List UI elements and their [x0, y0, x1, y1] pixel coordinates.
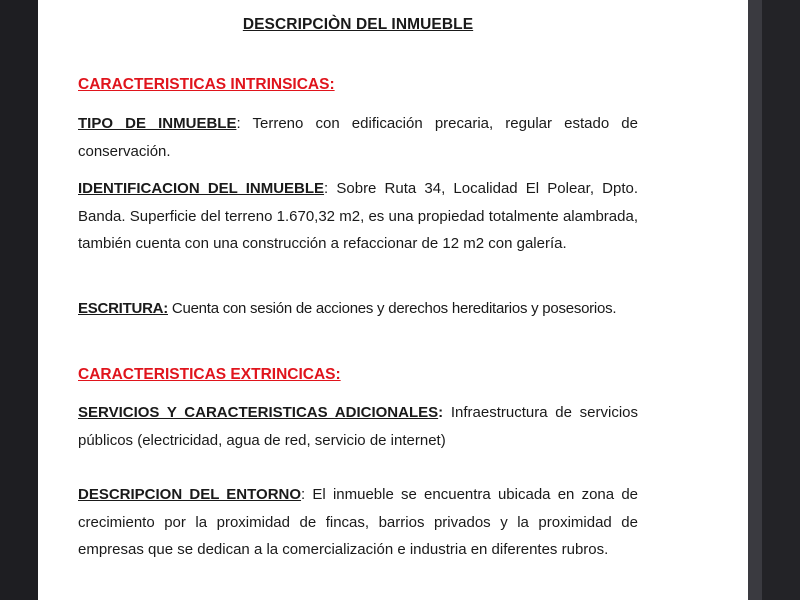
escritura-paragraph — [78, 295, 638, 323]
identificacion-label: IDENTIFICACION DEL INMUEBLE — [78, 180, 325, 197]
servicios-colon: : — [438, 404, 444, 421]
intrinsic-heading: CARACTERISTICAS INTRINSICAS: — [78, 76, 335, 93]
servicios-label: SERVICIOS Y CARACTERISTICAS ADICIONALES — [78, 404, 439, 421]
servicios-paragraph — [78, 399, 638, 454]
document-page — [38, 0, 748, 600]
tipo-label: TIPO DE INMUEBLE — [78, 115, 237, 132]
tipo-paragraph — [78, 110, 638, 165]
entorno-label: DESCRIPCION DEL ENTORNO — [78, 486, 302, 503]
tipo-text: : Terreno con edificación precaria, regular estado de conservación. — [78, 115, 638, 160]
escritura-text: Cuenta con sesión de acciones y derechos hereditarios y posesorios. — [168, 300, 617, 317]
entorno-text: : El inmueble se encuentra ubicada en zona de crecimiento por la proximidad de fincas, barrios privados y la proximidad de empresas que se dedican a la comercialización e industria en diferentes rubros. — [78, 486, 638, 558]
servicios-text: Infraestructura de servicios públicos (electricidad, agua de red, servicio de internet) — [78, 404, 638, 449]
extrinsic-heading: CARACTERISTICAS EXTRINCICAS: — [78, 366, 341, 383]
entorno-paragraph — [78, 481, 638, 564]
escritura-label: ESCRITURA: — [78, 300, 168, 317]
identificacion-text: : Sobre Ruta 34, Localidad El Polear, Dpto. Banda. Superficie del terreno 1.670,32 m2, es una propiedad totalmente alambrada, también cuenta con una construcción a refaccionar de 12 m2 con galería. — [78, 180, 638, 252]
page-edge-shadow — [748, 0, 762, 600]
viewer-left-margin — [0, 0, 38, 600]
identificacion-paragraph — [78, 175, 638, 258]
document-title: DESCRIPCIÒN DEL INMUEBLE — [242, 16, 474, 33]
viewer-scrollbar-track[interactable] — [762, 0, 800, 600]
